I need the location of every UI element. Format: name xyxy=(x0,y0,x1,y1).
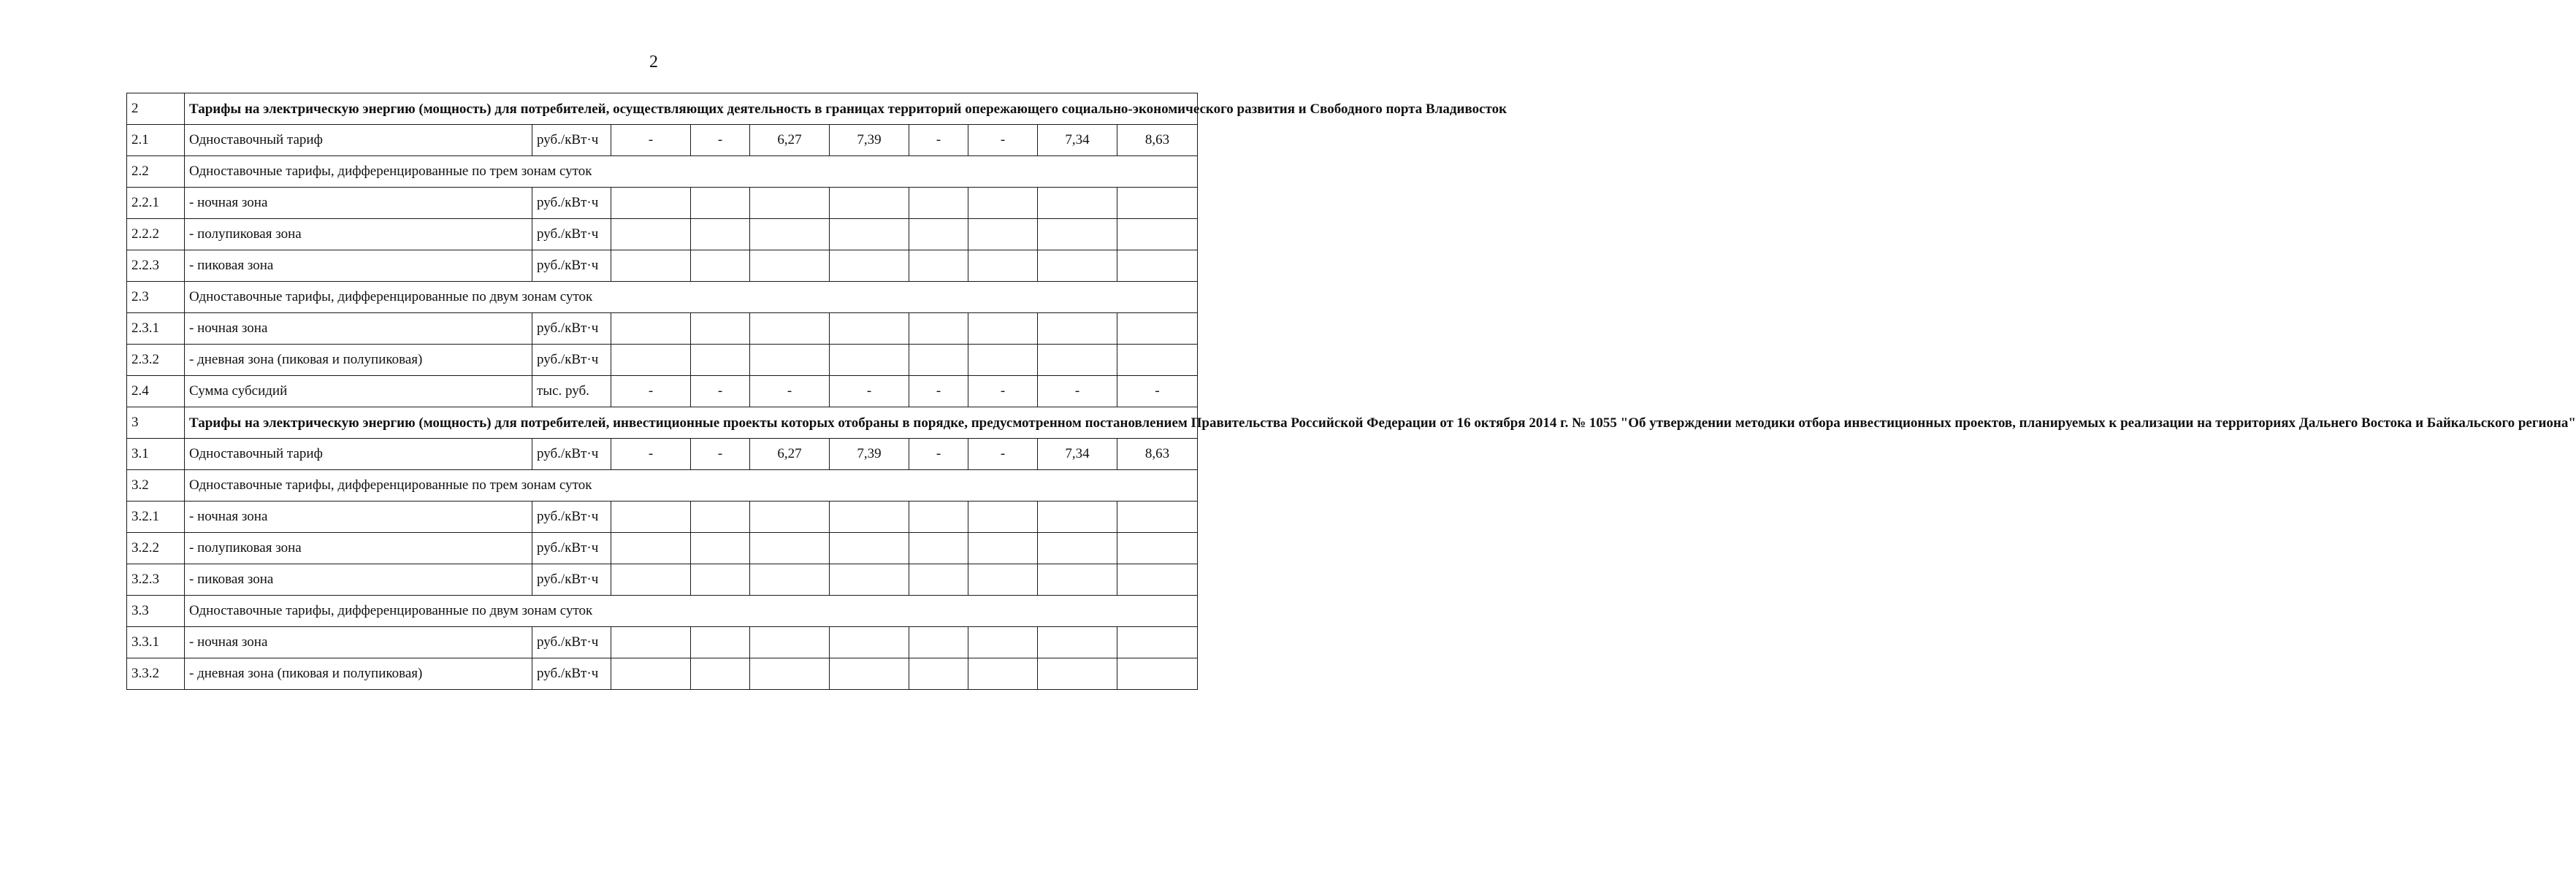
value-cell: - xyxy=(611,125,691,156)
section-header-row xyxy=(127,407,1198,439)
value-cell xyxy=(1038,219,1117,250)
value-cell xyxy=(750,188,830,219)
value-cell xyxy=(909,188,968,219)
row-number: 2.4 xyxy=(127,376,185,407)
value-cell xyxy=(611,250,691,282)
unit-cell: руб./кВт·ч xyxy=(532,627,611,658)
value-cell xyxy=(691,564,750,596)
unit-cell: руб./кВт·ч xyxy=(532,439,611,470)
unit-cell: тыс. руб. xyxy=(532,376,611,407)
subsection-row xyxy=(127,282,1198,313)
table-row xyxy=(127,564,1198,596)
value-cell xyxy=(909,564,968,596)
value-cell xyxy=(750,219,830,250)
value-cell: - xyxy=(691,376,750,407)
unit-cell: руб./кВт·ч xyxy=(532,313,611,345)
row-number: 2.3 xyxy=(127,282,185,313)
row-label: - ночная зона xyxy=(185,313,532,345)
value-cell xyxy=(691,219,750,250)
value-cell xyxy=(968,658,1038,690)
row-label: Одноставочный тариф xyxy=(185,439,532,470)
value-cell: - xyxy=(611,376,691,407)
value-cell xyxy=(1117,313,1198,345)
value-cell xyxy=(968,313,1038,345)
value-cell xyxy=(611,658,691,690)
tariff-table xyxy=(126,93,2576,690)
subsection-label: Одноставочные тарифы, дифференцированные по трем зонам суток xyxy=(185,470,1198,502)
value-cell xyxy=(691,188,750,219)
row-label: - пиковая зона xyxy=(185,564,532,596)
value-cell xyxy=(1038,502,1117,533)
value-cell xyxy=(968,188,1038,219)
value-cell: - xyxy=(1117,376,1198,407)
table-row xyxy=(127,502,1198,533)
table-row xyxy=(127,250,1198,282)
page-number: 2 xyxy=(649,53,658,72)
row-number: 3.1 xyxy=(127,439,185,470)
value-cell xyxy=(1038,627,1117,658)
value-cell xyxy=(968,219,1038,250)
value-cell xyxy=(830,188,909,219)
value-cell xyxy=(750,533,830,564)
row-label: - дневная зона (пиковая и полупиковая) xyxy=(185,345,532,376)
value-cell xyxy=(909,627,968,658)
unit-cell: руб./кВт·ч xyxy=(532,533,611,564)
value-cell: - xyxy=(1038,376,1117,407)
value-cell xyxy=(830,533,909,564)
value-cell xyxy=(830,658,909,690)
value-cell xyxy=(909,533,968,564)
row-label: - пиковая зона xyxy=(185,250,532,282)
unit-cell: руб./кВт·ч xyxy=(532,502,611,533)
value-cell xyxy=(750,658,830,690)
value-cell xyxy=(611,345,691,376)
table-row xyxy=(127,188,1198,219)
value-cell: 6,27 xyxy=(750,439,830,470)
row-number: 2.3.2 xyxy=(127,345,185,376)
value-cell xyxy=(1038,533,1117,564)
row-number: 3.3.2 xyxy=(127,658,185,690)
value-cell xyxy=(1038,345,1117,376)
value-cell xyxy=(691,502,750,533)
value-cell xyxy=(691,250,750,282)
value-cell: - xyxy=(968,439,1038,470)
row-number: 3.2.1 xyxy=(127,502,185,533)
row-number: 2.2.2 xyxy=(127,219,185,250)
value-cell xyxy=(750,627,830,658)
subsection-row xyxy=(127,156,1198,188)
table-row xyxy=(127,345,1198,376)
table-row xyxy=(127,376,1198,407)
value-cell xyxy=(968,250,1038,282)
value-cell xyxy=(830,345,909,376)
row-label: - дневная зона (пиковая и полупиковая) xyxy=(185,658,532,690)
value-cell xyxy=(968,627,1038,658)
row-number: 3.2.3 xyxy=(127,564,185,596)
row-label: - полупиковая зона xyxy=(185,219,532,250)
unit-cell: руб./кВт·ч xyxy=(532,345,611,376)
section-title: Тарифы на электрическую энергию (мощность) для потребителей, осуществляющих деятельность в границах территорий опережающего социально-экономического развития и Свободного порта Владивосток xyxy=(185,93,1198,125)
subsection-label: Одноставочные тарифы, дифференцированные по двум зонам суток xyxy=(185,282,1198,313)
row-number: 3.2.2 xyxy=(127,533,185,564)
value-cell xyxy=(1038,564,1117,596)
value-cell xyxy=(830,564,909,596)
value-cell xyxy=(691,345,750,376)
value-cell xyxy=(691,658,750,690)
value-cell: - xyxy=(691,439,750,470)
value-cell xyxy=(909,250,968,282)
row-label: - ночная зона xyxy=(185,502,532,533)
value-cell xyxy=(968,564,1038,596)
value-cell xyxy=(611,627,691,658)
subsection-label: Одноставочные тарифы, дифференцированные по трем зонам суток xyxy=(185,156,1198,188)
row-number: 2.2.1 xyxy=(127,188,185,219)
value-cell: 7,39 xyxy=(830,439,909,470)
row-label: Сумма субсидий xyxy=(185,376,532,407)
unit-cell: руб./кВт·ч xyxy=(532,250,611,282)
value-cell xyxy=(909,313,968,345)
value-cell xyxy=(750,564,830,596)
value-cell: 8,63 xyxy=(1117,125,1198,156)
value-cell xyxy=(1117,564,1198,596)
table-body xyxy=(127,93,2576,690)
row-label: - ночная зона xyxy=(185,627,532,658)
table-row xyxy=(127,219,1198,250)
value-cell xyxy=(1038,188,1117,219)
value-cell xyxy=(611,533,691,564)
table-row xyxy=(127,627,1198,658)
value-cell xyxy=(750,313,830,345)
value-cell: 7,39 xyxy=(830,125,909,156)
value-cell xyxy=(968,533,1038,564)
value-cell: 8,63 xyxy=(1117,439,1198,470)
row-number: 2.2 xyxy=(127,156,185,188)
value-cell xyxy=(1038,658,1117,690)
value-cell xyxy=(1038,250,1117,282)
value-cell: - xyxy=(968,125,1038,156)
value-cell: 6,27 xyxy=(750,125,830,156)
value-cell xyxy=(1117,345,1198,376)
row-number: 2.3.1 xyxy=(127,313,185,345)
value-cell xyxy=(1117,658,1198,690)
value-cell: - xyxy=(750,376,830,407)
value-cell xyxy=(1038,313,1117,345)
value-cell xyxy=(1117,188,1198,219)
value-cell: - xyxy=(691,125,750,156)
table-row xyxy=(127,313,1198,345)
unit-cell: руб./кВт·ч xyxy=(532,658,611,690)
value-cell xyxy=(830,313,909,345)
row-label: - ночная зона xyxy=(185,188,532,219)
value-cell xyxy=(691,533,750,564)
value-cell: 7,34 xyxy=(1038,439,1117,470)
value-cell xyxy=(750,250,830,282)
value-cell xyxy=(750,345,830,376)
value-cell: - xyxy=(909,376,968,407)
table-row xyxy=(127,125,1198,156)
value-cell xyxy=(909,658,968,690)
value-cell xyxy=(1117,533,1198,564)
row-number: 3 xyxy=(127,407,185,439)
row-label: - полупиковая зона xyxy=(185,533,532,564)
value-cell xyxy=(611,188,691,219)
row-number: 3.3.1 xyxy=(127,627,185,658)
unit-cell: руб./кВт·ч xyxy=(532,125,611,156)
value-cell xyxy=(968,502,1038,533)
value-cell xyxy=(909,502,968,533)
row-label: Одноставочный тариф xyxy=(185,125,532,156)
unit-cell: руб./кВт·ч xyxy=(532,219,611,250)
value-cell xyxy=(968,345,1038,376)
value-cell xyxy=(830,627,909,658)
value-cell xyxy=(1117,502,1198,533)
value-cell: - xyxy=(611,439,691,470)
value-cell: 7,34 xyxy=(1038,125,1117,156)
value-cell xyxy=(1117,250,1198,282)
value-cell xyxy=(830,250,909,282)
subsection-row xyxy=(127,470,1198,502)
value-cell: - xyxy=(909,125,968,156)
value-cell xyxy=(611,502,691,533)
row-number: 2.1 xyxy=(127,125,185,156)
subsection-row xyxy=(127,596,1198,627)
value-cell xyxy=(691,313,750,345)
value-cell: - xyxy=(830,376,909,407)
subsection-label: Одноставочные тарифы, дифференцированные по двум зонам суток xyxy=(185,596,1198,627)
unit-cell: руб./кВт·ч xyxy=(532,188,611,219)
value-cell xyxy=(611,564,691,596)
value-cell xyxy=(830,219,909,250)
table-row xyxy=(127,658,1198,690)
section-header-row xyxy=(127,93,1198,125)
table-row xyxy=(127,533,1198,564)
value-cell xyxy=(909,219,968,250)
value-cell: - xyxy=(909,439,968,470)
value-cell xyxy=(750,502,830,533)
value-cell xyxy=(1117,219,1198,250)
value-cell xyxy=(830,502,909,533)
value-cell xyxy=(909,345,968,376)
value-cell xyxy=(611,219,691,250)
row-number: 2.2.3 xyxy=(127,250,185,282)
row-number: 3.2 xyxy=(127,470,185,502)
unit-cell: руб./кВт·ч xyxy=(532,564,611,596)
value-cell: - xyxy=(968,376,1038,407)
row-number: 3.3 xyxy=(127,596,185,627)
value-cell xyxy=(691,627,750,658)
value-cell xyxy=(1117,627,1198,658)
section-title: Тарифы на электрическую энергию (мощность) для потребителей, инвестиционные проекты которых отобраны в порядке, предусмотренном постановлением Правительства Российской Федерации от 16 октября 2014 г. № 1055 "Об утверждении методики отбора инвестиционных проектов, планируемых к реализации на территориях Дальнего Востока и Байкальского региона" xyxy=(185,407,1198,439)
value-cell xyxy=(611,313,691,345)
row-number: 2 xyxy=(127,93,185,125)
table-row xyxy=(127,439,1198,470)
